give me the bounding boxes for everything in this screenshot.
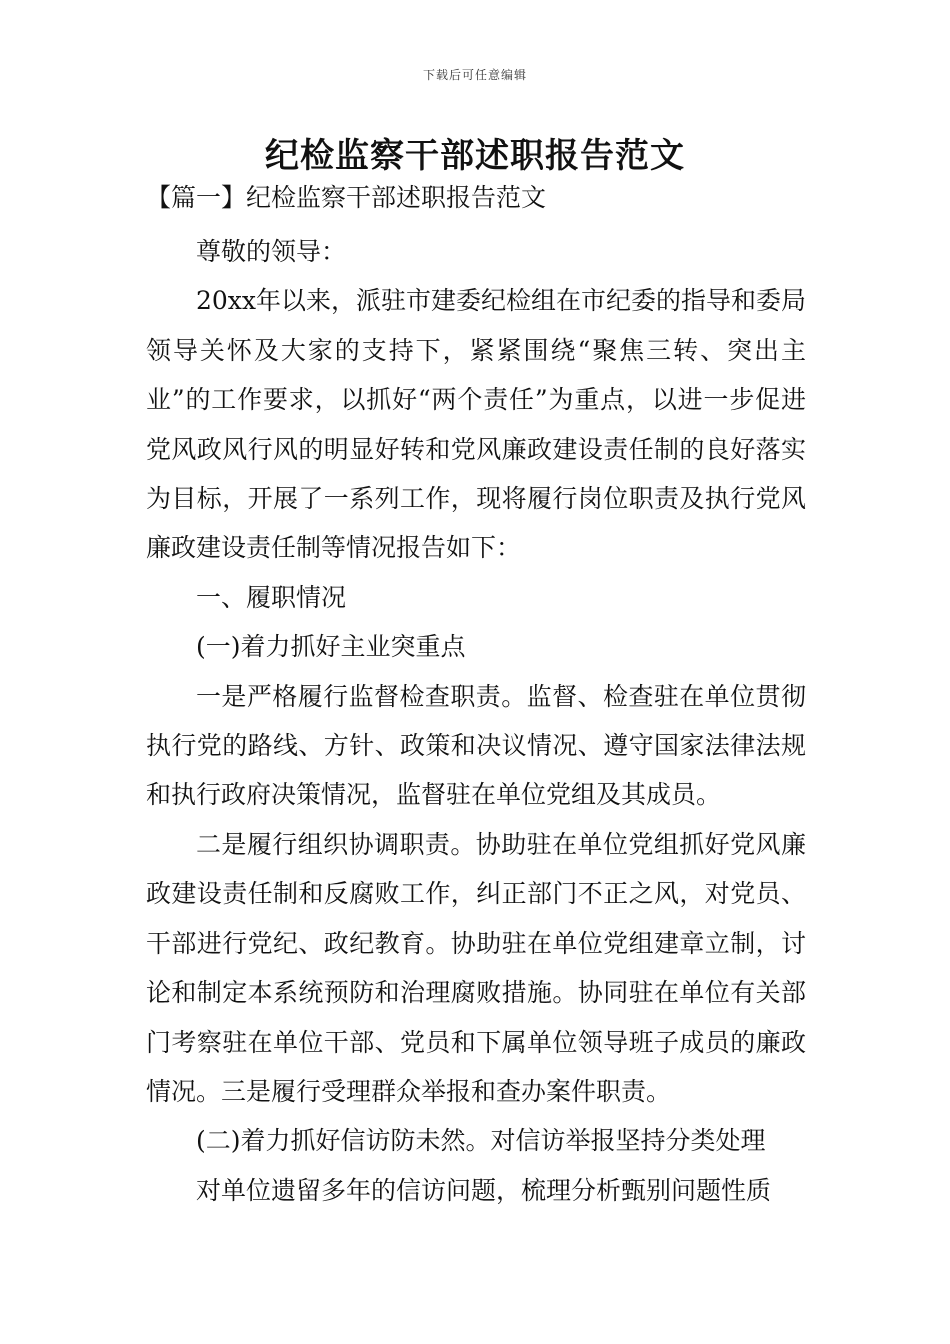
paragraph-intro: 20xx年以来，派驻市建委纪检组在市纪委的指导和委局领导关怀及大家的支持下，紧紧围绕“聚焦三转、突出主业”的工作要求，以抓好“两个责任”为重点，以进一步促进党风政风行风的明显好转和党风廉政建设责任制的良好落实为目标，开展了一系列工作，现将履行岗位职责及执行党风廉政建设责任制等情况报告如下：	[146, 286, 807, 563]
document-title: 纪检监察干部述职报告范文	[265, 136, 685, 176]
heading-duty-performance: 一、履职情况	[196, 582, 347, 612]
subheading-petitions: (二)着力抓好信访防未然。对信访举报坚持分类处理	[196, 1126, 766, 1156]
document-body	[146, 227, 806, 1215]
paragraph-supervision: 一是严格履行监督检查职责。监督、检查驻在单位贯彻执行党的路线、方针、政策和决议情况、遵守国家法律法规和执行政府决策情况，监督驻在单位党组及其成员。	[146, 681, 806, 810]
paragraph-coordination: 二是履行组织协调职责。协助驻在单位党组抓好党风廉政建设责任制和反腐败工作，纠正部门不正之风，对党员、干部进行党纪、政纪教育。协助驻在单位党组建章立制，讨论和制定本系统预防和治理腐败措施。协同驻在单位有关部门考察驻在单位干部、党员和下属单位领导班子成员的廉政情况。三是履行受理群众举报和查办案件职责。	[146, 829, 806, 1106]
subheading-main-focus: (一)着力抓好主业突重点	[196, 632, 466, 662]
salutation: 尊敬的领导：	[196, 237, 347, 266]
paragraph-petitions: 对单位遗留多年的信访问题，梳理分析甄别问题性质	[196, 1175, 772, 1205]
header-note: 下载后可任意编辑	[422, 68, 527, 82]
section-heading: 【篇一】纪检监察干部述职报告范文	[146, 183, 547, 212]
